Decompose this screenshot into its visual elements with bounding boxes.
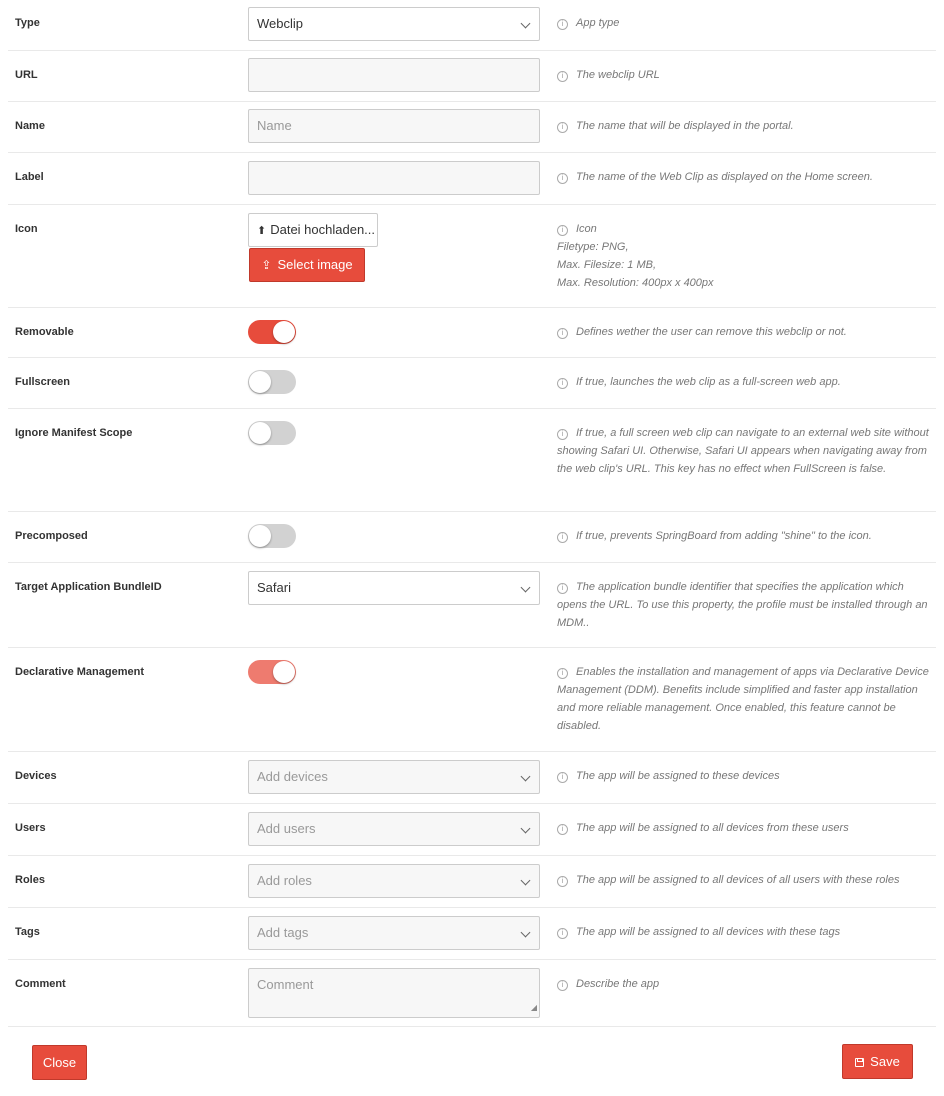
tags-row xyxy=(8,908,936,960)
url-row xyxy=(8,51,936,102)
users-select[interactable]: Add users xyxy=(248,812,540,846)
info-icon: i xyxy=(557,173,568,184)
info-icon: i xyxy=(557,876,568,887)
declarative-hint: i Enables the installation and management of apps via Declarative Device Management (DDM). Benefits include simplified and faster app installation and more reliable management. Once enabled, this feature cannot be disabled. xyxy=(557,666,929,732)
bundle-id-label: Target Application BundleID xyxy=(15,581,162,593)
toggle-knob xyxy=(273,321,295,343)
fullscreen-hint: i If true, launches the web clip as a full-screen web app. xyxy=(557,373,929,391)
fullscreen-label: Fullscreen xyxy=(15,376,71,388)
close-button[interactable]: Close xyxy=(32,1045,87,1080)
floppy-disk-icon xyxy=(855,1058,864,1067)
removable-hint: i Defines wether the user can remove this webclip or not. xyxy=(557,323,929,341)
info-icon: i xyxy=(557,71,568,82)
file-upload-button[interactable]: ⬆ Datei hochladen... xyxy=(248,213,378,247)
chevron-down-icon xyxy=(521,824,531,834)
toggle-knob xyxy=(273,661,295,683)
info-icon: i xyxy=(557,429,568,440)
users-hint: i The app will be assigned to all devices from these users xyxy=(557,819,929,837)
toggle-knob xyxy=(249,422,271,444)
upload-icon: ⬆ xyxy=(257,225,267,237)
info-icon: i xyxy=(557,225,568,236)
comment-hint: i Describe the app xyxy=(557,975,929,993)
users-label: Users xyxy=(15,822,46,834)
icon-hint: i Icon Filetype: PNG, Max. Filesize: 1 MB, Max. Resolution: 400px x 400px xyxy=(557,223,714,289)
chevron-down-icon xyxy=(521,876,531,886)
devices-label: Devices xyxy=(15,770,57,782)
devices-hint: i The app will be assigned to these devices xyxy=(557,767,929,785)
resize-handle-icon[interactable]: ◢ xyxy=(530,1003,537,1012)
info-icon: i xyxy=(557,122,568,133)
ignore-manifest-toggle[interactable] xyxy=(248,421,296,445)
ignore-manifest-row xyxy=(8,409,936,512)
roles-label: Roles xyxy=(15,874,45,886)
info-icon: i xyxy=(557,583,568,594)
tags-select[interactable]: Add tags xyxy=(248,916,540,950)
label-label: Label xyxy=(15,171,44,183)
comment-textarea[interactable]: Comment ◢ xyxy=(248,968,540,1018)
bundle-id-value: Safari xyxy=(257,580,291,595)
precomposed-toggle[interactable] xyxy=(248,524,296,548)
name-row xyxy=(8,102,936,153)
roles-row xyxy=(8,856,936,908)
users-row xyxy=(8,804,936,856)
info-icon: i xyxy=(557,668,568,679)
label-row xyxy=(8,153,936,205)
chevron-down-icon xyxy=(521,583,531,593)
declarative-toggle[interactable] xyxy=(248,660,296,684)
chevron-down-icon xyxy=(521,928,531,938)
info-icon: i xyxy=(557,378,568,389)
info-icon: i xyxy=(557,328,568,339)
ignore-manifest-label: Ignore Manifest Scope xyxy=(15,427,133,439)
info-icon: i xyxy=(557,824,568,835)
name-hint: i The name that will be displayed in the portal. xyxy=(557,117,929,135)
precomposed-hint: i If true, prevents SpringBoard from adding "shine" to the icon. xyxy=(557,527,929,545)
bundle-id-hint: i The application bundle identifier that specifies the application which opens the URL. To use this property, the profile must be installed through an MDM.. xyxy=(557,581,928,629)
type-hint: i App type xyxy=(557,14,929,32)
bundle-id-row xyxy=(8,563,936,648)
fullscreen-row xyxy=(8,358,936,409)
url-label: URL xyxy=(15,69,38,81)
ignore-manifest-hint: i If true, a full screen web clip can navigate to an external web site without showing Safari UI. Otherwise, Safari UI appears when navigating away from the web clip's URL. This key has no effect when FullScreen is false. xyxy=(557,427,929,475)
save-button[interactable]: Save xyxy=(842,1044,913,1079)
chevron-down-icon xyxy=(521,772,531,782)
info-icon: i xyxy=(557,19,568,30)
comment-row xyxy=(8,960,936,1027)
tags-hint: i The app will be assigned to all devices with these tags xyxy=(557,923,929,941)
type-row xyxy=(8,0,936,51)
devices-select[interactable]: Add devices xyxy=(248,760,540,794)
upload-icon: ⇪ xyxy=(261,258,272,272)
name-label: Name xyxy=(15,120,45,132)
type-label: Type xyxy=(15,17,40,29)
info-icon: i xyxy=(557,772,568,783)
info-icon: i xyxy=(557,980,568,991)
label-hint: i The name of the Web Clip as displayed on the Home screen. xyxy=(557,168,929,186)
icon-row xyxy=(8,205,936,308)
removable-row xyxy=(8,308,936,358)
tags-label: Tags xyxy=(15,926,40,938)
roles-hint: i The app will be assigned to all devices of all users with these roles xyxy=(557,871,929,889)
roles-select[interactable]: Add roles xyxy=(248,864,540,898)
name-input[interactable] xyxy=(248,109,540,143)
icon-label: Icon xyxy=(15,223,38,235)
info-icon: i xyxy=(557,928,568,939)
chevron-down-icon xyxy=(521,19,531,29)
precomposed-label: Precomposed xyxy=(15,530,88,542)
declarative-row xyxy=(8,648,936,752)
toggle-knob xyxy=(249,371,271,393)
url-input[interactable] xyxy=(248,58,540,92)
url-hint: i The webclip URL xyxy=(557,66,929,84)
select-image-button[interactable]: ⇪ Select image xyxy=(249,248,365,282)
type-select-value: Webclip xyxy=(257,16,304,31)
toggle-knob xyxy=(249,525,271,547)
bundle-id-select[interactable] xyxy=(248,571,540,605)
type-select[interactable] xyxy=(248,7,540,41)
info-icon: i xyxy=(557,532,568,543)
removable-toggle[interactable] xyxy=(248,320,296,344)
fullscreen-toggle[interactable] xyxy=(248,370,296,394)
precomposed-row xyxy=(8,512,936,563)
declarative-label: Declarative Management xyxy=(15,666,144,678)
removable-label: Removable xyxy=(15,326,74,338)
name-placeholder: Name xyxy=(257,118,292,133)
label-input[interactable] xyxy=(248,161,540,195)
devices-row xyxy=(8,752,936,804)
comment-label: Comment xyxy=(15,978,66,990)
